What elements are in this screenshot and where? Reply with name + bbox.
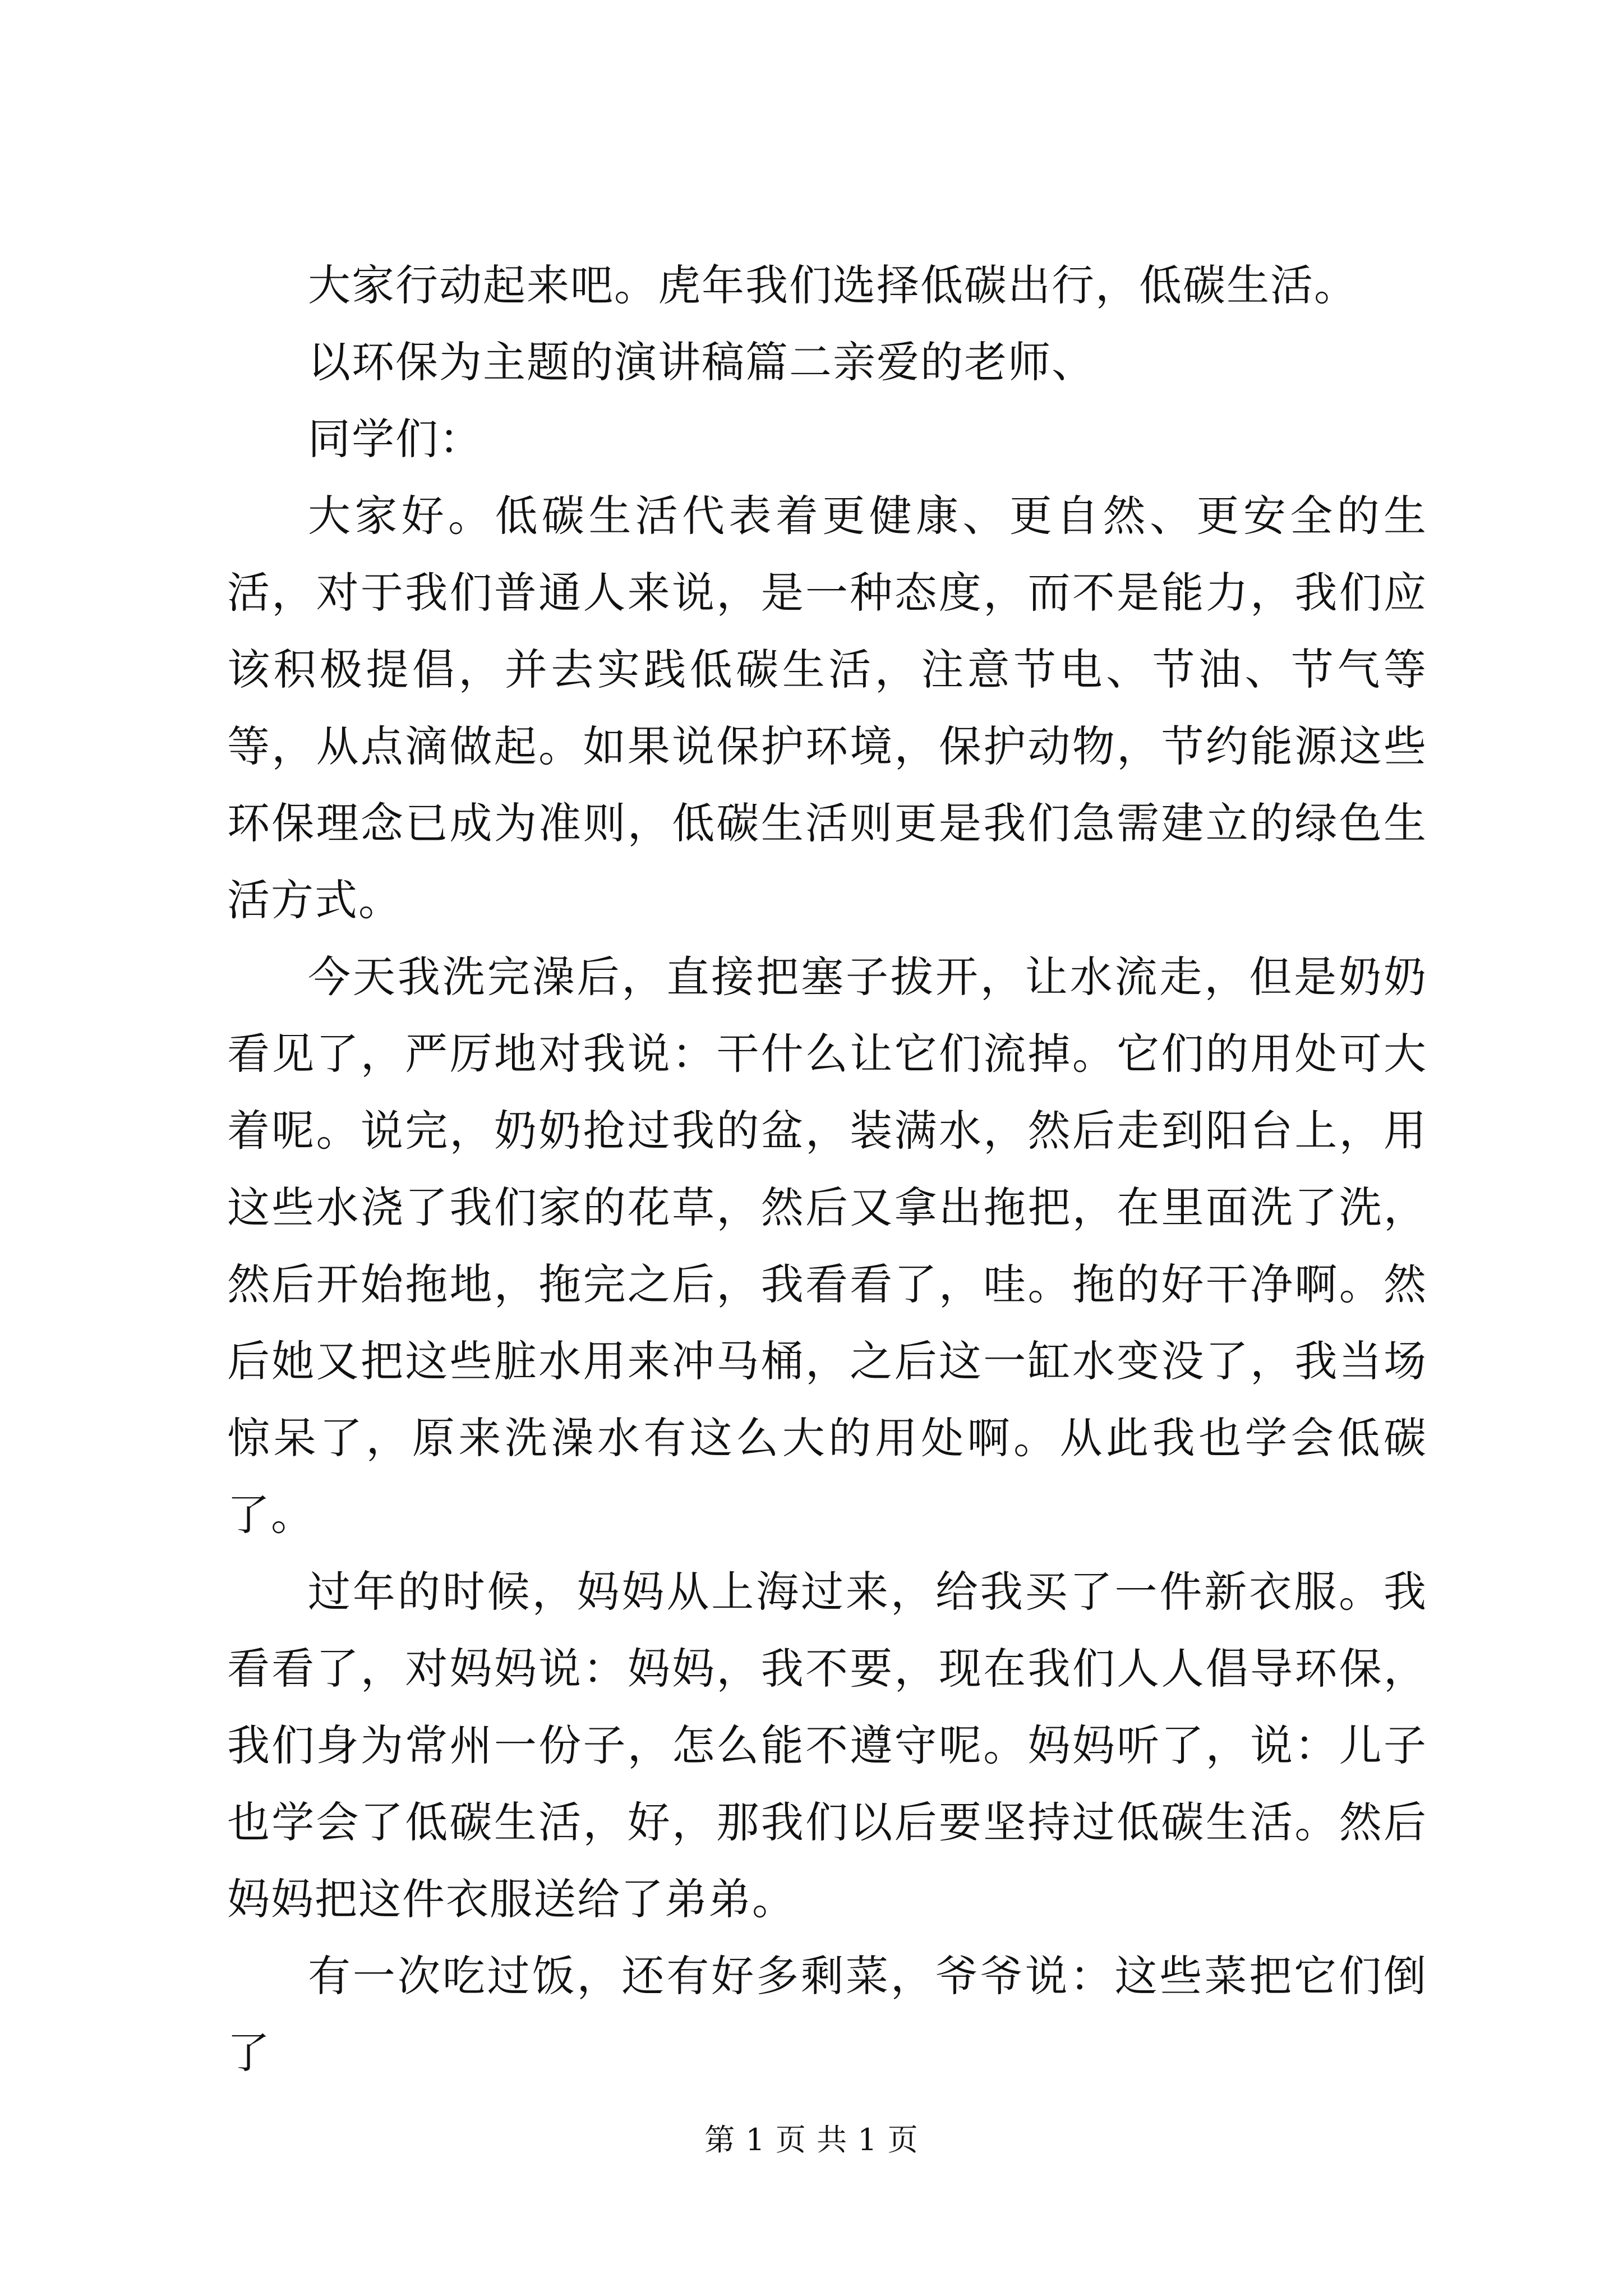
page-number-label: 第 1 页 共 1 页: [704, 2122, 919, 2157]
paragraph: 今天我洗完澡后，直接把塞子拔开，让水流走，但是奶奶看见了，严厉地对我说：干什么让它们流掉。它们的用处可大着呢。说完，奶奶抢过我的盆，装满水，然后走到阳台上，用这些水浇了我们家的花草，然后又拿出拖把，在里面洗了洗，然后开始拖地，拖完之后，我看看了，哇。拖的好干净啊。然后她又把这些脏水用来冲马桶，之后这一缸水变没了，我当场惊呆了，原来洗澡水有这么大的用处啊。从此我也学会低碳了。: [227, 952, 1427, 1540]
body-text: [227, 247, 1427, 2091]
paragraph: 同学们：: [308, 414, 483, 464]
page-footer: [0, 2120, 1623, 2160]
paragraph: 以环保为主题的演讲稿篇二亲爱的老师、: [308, 337, 1095, 387]
paragraph: 有一次吃过饭，还有好多剩菜，爷爷说：这些菜把它们倒了: [227, 1951, 1427, 2078]
paragraph: 过年的时候，妈妈从上海过来，给我买了一件新衣服。我看看了，对妈妈说：妈妈，我不要，现在我们人人倡导环保，我们身为常州一份子，怎么能不遵守呢。妈妈听了，说：儿子也学会了低碳生活，好，那我们以后要坚持过低碳生活。然后妈妈把这件衣服送给了弟弟。: [227, 1567, 1427, 1924]
paragraph: 大家好。低碳生活代表着更健康、更自然、更安全的生活，对于我们普通人来说，是一种态度，而不是能力，我们应该积极提倡，并去实践低碳生活，注意节电、节油、节气等等，从点滴做起。如果说保护环境，保护动物，节约能源这些环保理念已成为准则，低碳生活则更是我们急需建立的绿色生活方式。: [227, 491, 1427, 925]
paragraph: 大家行动起来吧。虎年我们选择低碳出行，低碳生活。: [308, 260, 1358, 310]
